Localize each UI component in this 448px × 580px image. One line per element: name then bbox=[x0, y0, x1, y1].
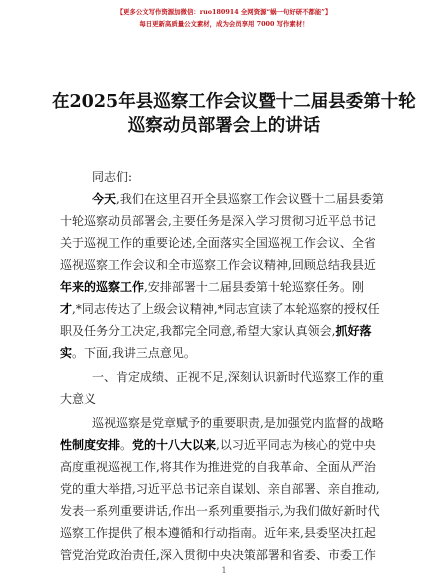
para1-line-1 bbox=[92, 192, 388, 206]
para1-line-4: 巡视巡察工作会议和全市巡察工作会议精神,回顾总结我县近 bbox=[60, 258, 376, 272]
para2-text: ,以习近平同志为核心的党中央 bbox=[216, 438, 376, 452]
para2-emphasis: 性制度安排 bbox=[60, 438, 121, 452]
para2-line-2 bbox=[60, 438, 388, 452]
para2-line-6: 巡察工作提供了根本遵循和行动指南。近年来,县委坚决扛起 bbox=[60, 526, 376, 540]
para1-emphasis: 抓好落 bbox=[335, 324, 372, 338]
para1-text: ,安排部署十二届县委第十轮巡察任务。刚 bbox=[144, 280, 364, 294]
para1-line-3: 关于巡视工作的重要论述,全面落实全国巡视工作会议、全省 bbox=[60, 236, 376, 250]
para1-line-8 bbox=[60, 346, 388, 360]
para2-line-3: 高度重视巡视工作,将其作为推进党的自我革命、全面从严治 bbox=[60, 460, 376, 474]
para1-line-7 bbox=[60, 324, 388, 338]
document-title-line-1: 在2025年县巡察工作会议暨十二届县委第十轮 bbox=[52, 92, 416, 112]
para1-line-6 bbox=[60, 302, 388, 316]
para1-text: ,*同志传达了上级会议精神,*同志宣读了本轮巡察的授权任 bbox=[72, 302, 380, 316]
para1-line-2: 十轮巡察动员部署会,主要任务是深入学习贯彻习近平总书记 bbox=[60, 214, 376, 228]
para1-emphasis: 年来的巡察工作 bbox=[60, 280, 145, 294]
para1-emphasis: 实 bbox=[60, 346, 73, 360]
para2-line-5: 发表一系列重要讲话,作出一系列重要指示,为我们做好新时代 bbox=[60, 504, 380, 518]
para1-line-5 bbox=[60, 280, 388, 294]
document-title-line-2: 巡察动员部署会上的讲话 bbox=[127, 116, 321, 136]
para1-emphasis: 今天 bbox=[92, 192, 117, 206]
para2-emphasis: 党的十八大以来 bbox=[132, 438, 217, 452]
promo-banner-line-2: 每日更新高质量公文素材，成为会员享用 7000 写作素材！ bbox=[139, 20, 309, 28]
para2-line-4: 党的重大举措,习近平总书记亲自谋划、亲自部署、亲自推动, bbox=[60, 482, 380, 496]
salutation: 同志们: bbox=[92, 170, 133, 184]
para1-text: 职及任务分工决定,我都完全同意,希望大家认真领会, bbox=[60, 324, 336, 338]
para2-line-1: 巡视巡察是党章赋予的重要职责,是加强党内监督的战略 bbox=[92, 416, 384, 430]
para1-text: 。下面,我讲三点意见。 bbox=[72, 346, 196, 360]
section-heading-line-1: 一、肯定成绩、正视不足,深刻认识新时代巡察工作的重 bbox=[92, 370, 384, 384]
para2-line-7: 管党治党政治责任,深入贯彻中央决策部署和省委、市委工作 bbox=[60, 548, 376, 562]
para1-text: ,我们在这里召开全县巡察工作会议暨十二届县委第 bbox=[116, 192, 384, 206]
para1-emphasis: 才 bbox=[60, 302, 73, 316]
section-heading-line-2: 大意义 bbox=[60, 392, 97, 406]
page-number: 1 bbox=[221, 566, 227, 575]
para2-text: 。 bbox=[120, 438, 133, 452]
promo-banner-line-1: 【更多公文写作资源加微信：ruo180914 全网资源“蜗一句好研不都能”】 bbox=[116, 8, 332, 16]
